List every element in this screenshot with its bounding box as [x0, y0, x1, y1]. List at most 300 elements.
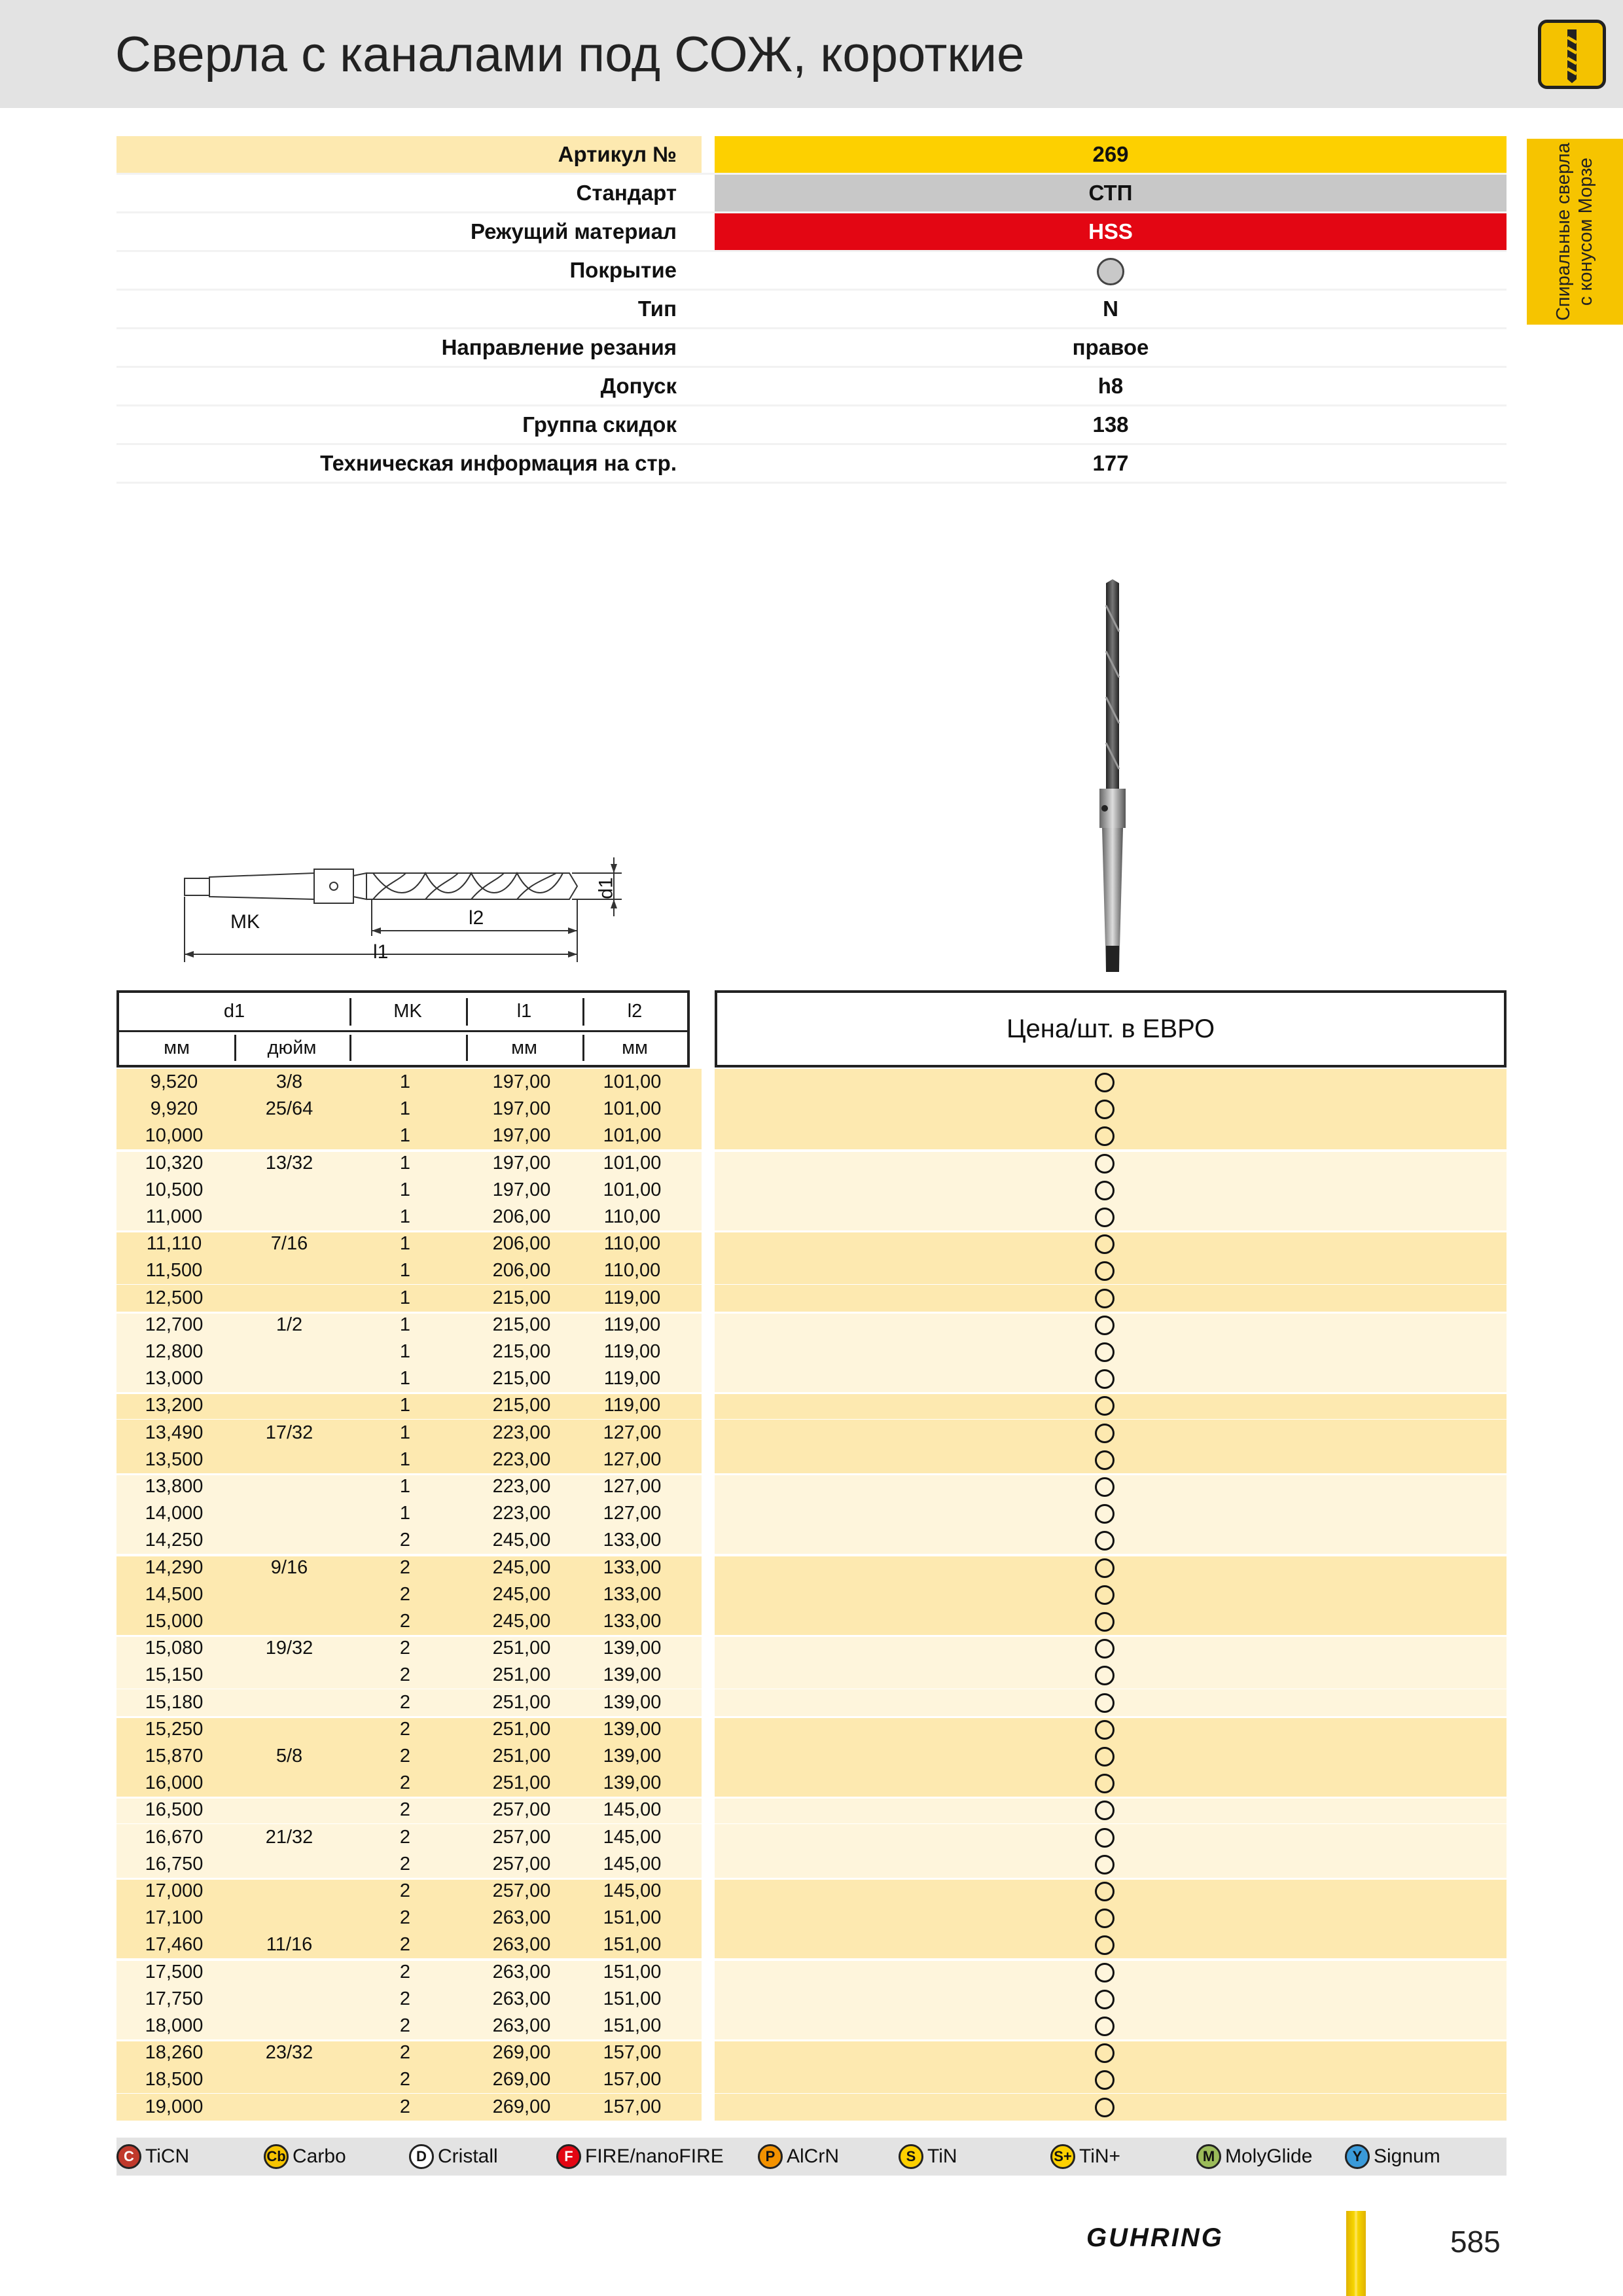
- table-cell: 151,00: [603, 1961, 662, 1982]
- spec-value: 177: [1092, 451, 1129, 475]
- table-cell: 17,500: [145, 1961, 204, 1982]
- table-cell: 14,250: [145, 1530, 204, 1551]
- table-cell: 18,500: [145, 2069, 204, 2090]
- table-cell: 7/16: [270, 1233, 308, 1255]
- table-cell: 2: [399, 1934, 411, 1956]
- table-cell: 1/2: [276, 1314, 303, 1335]
- price-on-request-icon: [1095, 1693, 1115, 1713]
- spec-label: Режущий материал: [470, 219, 677, 243]
- price-on-request-icon: [1095, 1181, 1115, 1200]
- table-row: [116, 1635, 1507, 1662]
- table-cell: 145,00: [603, 1799, 662, 1821]
- table-cell: 251,00: [492, 1638, 551, 1659]
- legend-label: Signum: [1374, 2145, 1440, 2167]
- table-cell: 13,800: [145, 1476, 204, 1497]
- table-cell: 257,00: [492, 1853, 551, 1874]
- table-cell: 2: [399, 2042, 411, 2064]
- coating-badge-icon: P: [758, 2144, 783, 2169]
- table-cell: 2: [399, 1826, 411, 1848]
- coating-badge-icon: D: [409, 2144, 434, 2169]
- price-on-request-icon: [1095, 1342, 1115, 1362]
- spec-row: [116, 291, 1507, 329]
- table-cell: 206,00: [492, 1260, 551, 1282]
- unit-mm: мм: [164, 1037, 190, 1058]
- legend-item: [556, 2138, 724, 2176]
- table-cell: 215,00: [492, 1314, 551, 1335]
- table-cell: 9,520: [150, 1071, 198, 1092]
- table-cell: 10,500: [145, 1179, 204, 1200]
- table-cell: 263,00: [492, 1934, 551, 1956]
- table-cell: 139,00: [603, 1638, 662, 1659]
- table-cell: 25/64: [265, 1098, 313, 1120]
- table-cell: 133,00: [603, 1583, 662, 1605]
- table-cell: 197,00: [492, 1179, 551, 1200]
- table-cell: 251,00: [492, 1746, 551, 1767]
- spec-row: [116, 445, 1507, 484]
- legend-item: [758, 2138, 839, 2176]
- price-on-request-icon: [1095, 1882, 1115, 1901]
- table-cell: 2: [399, 1638, 411, 1659]
- table-row: [116, 1824, 1507, 1851]
- table-cell: 14,500: [145, 1583, 204, 1605]
- table-cell: 11,110: [146, 1233, 202, 1255]
- legend-item: [1196, 2138, 1312, 2176]
- table-cell: [232, 1446, 347, 1473]
- price-on-request-icon: [1095, 1855, 1115, 1874]
- table-cell: 14,000: [145, 1503, 204, 1524]
- table-cell: 119,00: [603, 1368, 661, 1390]
- drawing-label-d1: d1: [595, 877, 617, 899]
- table-cell: 257,00: [492, 1799, 551, 1821]
- table-cell: 10,320: [145, 1152, 204, 1174]
- spec-row: [116, 406, 1507, 445]
- table-cell: 269,00: [492, 2069, 551, 2090]
- table-cell: 127,00: [603, 1476, 662, 1497]
- table-row: [116, 2039, 1507, 2066]
- table-cell: 15,180: [145, 1691, 204, 1713]
- table-cell: 1: [399, 1233, 411, 1255]
- drawing-label-mk: MK: [230, 911, 260, 933]
- table-row: [116, 1285, 1507, 1312]
- drawing-label-l1: l1: [373, 941, 389, 963]
- table-cell: 245,00: [492, 1556, 551, 1578]
- uncoated-circle-icon: [1097, 258, 1124, 285]
- spec-row: [116, 213, 1507, 252]
- table-cell: 151,00: [603, 1934, 662, 1956]
- legend-item: [1050, 2138, 1120, 2176]
- unit-l2-mm: мм: [622, 1037, 648, 1058]
- table-cell: 1: [399, 1125, 411, 1147]
- table-cell: [232, 1770, 347, 1797]
- table-cell: 101,00: [603, 1098, 662, 1120]
- unit-inch: дюйм: [267, 1037, 317, 1058]
- table-cell: 1: [399, 1206, 411, 1227]
- table-cell: 197,00: [492, 1152, 551, 1174]
- table-row: [116, 1069, 1507, 1096]
- table-cell: 2: [399, 1664, 411, 1686]
- table-cell: [232, 1338, 347, 1365]
- table-cell: 14,290: [145, 1556, 204, 1578]
- spec-row: [116, 136, 1507, 175]
- table-row: [116, 1500, 1507, 1527]
- table-cell: [232, 2013, 347, 2039]
- table-cell: 18,260: [145, 2042, 204, 2064]
- table-cell: 157,00: [603, 2042, 662, 2064]
- legend-item: [1345, 2138, 1440, 2176]
- price-on-request-icon: [1095, 2098, 1115, 2117]
- table-cell: 269,00: [492, 2042, 551, 2064]
- table-cell: 17,460: [145, 1934, 204, 1956]
- table-row: [116, 2013, 1507, 2039]
- table-cell: 119,00: [603, 1287, 661, 1308]
- legend-label: TiN: [927, 2145, 957, 2167]
- table-cell: 139,00: [603, 1691, 662, 1713]
- table-cell: [232, 1500, 347, 1527]
- table-cell: 13,000: [145, 1368, 204, 1390]
- price-on-request-icon: [1095, 1289, 1115, 1308]
- table-cell: 133,00: [603, 1556, 662, 1578]
- table-cell: [232, 2094, 347, 2121]
- legend-item: [899, 2138, 957, 2176]
- table-cell: 15,080: [145, 1638, 204, 1659]
- coating-badge-icon: M: [1196, 2144, 1221, 2169]
- table-cell: 1: [399, 1341, 411, 1362]
- table-cell: 2: [399, 1611, 411, 1632]
- table-cell: 119,00: [603, 1395, 661, 1416]
- price-on-request-icon: [1095, 1585, 1115, 1605]
- table-cell: 151,00: [603, 2015, 662, 2036]
- price-on-request-icon: [1095, 2017, 1115, 2036]
- legend-label: Cristall: [438, 2145, 498, 2167]
- price-on-request-icon: [1095, 1477, 1115, 1497]
- price-on-request-icon: [1095, 1828, 1115, 1848]
- table-cell: 12,800: [145, 1341, 204, 1362]
- table-cell: 11/16: [266, 1934, 313, 1956]
- price-header: Цена/шт. в ЕВРО: [715, 990, 1507, 1067]
- table-cell: 2: [399, 1583, 411, 1605]
- table-cell: 9,920: [150, 1098, 198, 1120]
- price-on-request-icon: [1095, 1774, 1115, 1793]
- table-cell: 13,200: [145, 1395, 204, 1416]
- table-cell: 263,00: [492, 1988, 551, 2009]
- spec-value: N: [1103, 296, 1118, 321]
- table-row: [116, 2094, 1507, 2121]
- table-row: [116, 1365, 1507, 1392]
- table-cell: [232, 1662, 347, 1689]
- coating-badge-icon: C: [116, 2144, 141, 2169]
- col-l2: l2: [627, 1001, 643, 1022]
- table-cell: [232, 1689, 347, 1716]
- table-cell: 215,00: [492, 1341, 551, 1362]
- table-cell: 119,00: [603, 1314, 661, 1335]
- table-cell: 206,00: [492, 1206, 551, 1227]
- price-on-request-icon: [1095, 1073, 1115, 1092]
- table-cell: 1: [399, 1071, 411, 1092]
- table-cell: 1: [399, 1395, 411, 1416]
- price-on-request-icon: [1095, 2043, 1115, 2063]
- table-cell: 2: [399, 2069, 411, 2090]
- price-on-request-icon: [1095, 1100, 1115, 1119]
- table-cell: 119,00: [603, 1341, 661, 1362]
- table-cell: 2: [399, 1988, 411, 2009]
- table-cell: [232, 1473, 347, 1500]
- table-cell: 21/32: [265, 1826, 313, 1848]
- table-row: [116, 1446, 1507, 1473]
- table-cell: [232, 1204, 347, 1230]
- table-row: [116, 1204, 1507, 1230]
- table-cell: 2: [399, 1746, 411, 1767]
- table-cell: 2: [399, 1556, 411, 1578]
- table-cell: 151,00: [603, 1907, 662, 1929]
- table-cell: [232, 1608, 347, 1635]
- table-cell: 110,00: [603, 1260, 661, 1282]
- legend-item: [409, 2138, 498, 2176]
- table-cell: 139,00: [603, 1718, 662, 1740]
- table-cell: 101,00: [603, 1125, 662, 1147]
- brand-logo: GUHRING: [1086, 2223, 1224, 2252]
- table-row: [116, 1338, 1507, 1365]
- table-cell: [232, 1986, 347, 2013]
- table-row: [116, 1689, 1507, 1716]
- price-on-request-icon: [1095, 1639, 1115, 1659]
- table-cell: 16,750: [145, 1853, 204, 1874]
- table-row: [116, 1770, 1507, 1797]
- table-cell: 145,00: [603, 1853, 662, 1874]
- price-on-request-icon: [1095, 1747, 1115, 1767]
- table-cell: [232, 1878, 347, 1905]
- table-cell: 1: [399, 1503, 411, 1524]
- table-cell: 263,00: [492, 2015, 551, 2036]
- table-cell: 139,00: [603, 1746, 662, 1767]
- price-on-request-icon: [1095, 1909, 1115, 1928]
- table-cell: 5/8: [276, 1746, 303, 1767]
- spec-label: Стандарт: [576, 181, 677, 205]
- table-cell: 11,000: [145, 1206, 203, 1227]
- coating-badge-icon: Cb: [264, 2144, 289, 2169]
- spec-row: [116, 252, 1507, 291]
- table-cell: 1: [399, 1476, 411, 1497]
- table-cell: 1: [399, 1260, 411, 1282]
- table-cell: 2: [399, 2015, 411, 2036]
- table-cell: 2: [399, 1853, 411, 1874]
- table-row: [116, 1959, 1507, 1986]
- coating-badge-icon: S: [899, 2144, 923, 2169]
- table-cell: 101,00: [603, 1071, 662, 1092]
- table-row: [116, 1662, 1507, 1689]
- table-cell: 157,00: [603, 2069, 662, 2090]
- table-cell: 223,00: [492, 1476, 551, 1497]
- side-tab-label: Спиральные сверла с конусом Морзе: [1553, 142, 1597, 321]
- spec-label: Допуск: [600, 374, 677, 398]
- price-on-request-icon: [1095, 1369, 1115, 1389]
- table-row: [116, 2066, 1507, 2093]
- table-cell: 251,00: [492, 1772, 551, 1794]
- table-cell: [232, 1177, 347, 1204]
- table-cell: [232, 1851, 347, 1878]
- drill-dimension-drawing: [177, 844, 635, 975]
- table-header: [116, 990, 690, 1067]
- table-row: [116, 1230, 1507, 1257]
- legend-label: TiN+: [1079, 2145, 1121, 2167]
- legend-item: [264, 2138, 346, 2176]
- table-cell: 133,00: [603, 1530, 662, 1551]
- col-l1: l1: [516, 1001, 532, 1022]
- table-cell: 245,00: [492, 1530, 551, 1551]
- table-cell: 215,00: [492, 1368, 551, 1390]
- price-on-request-icon: [1095, 1424, 1115, 1443]
- table-cell: [232, 1959, 347, 1986]
- table-cell: 17/32: [265, 1422, 313, 1443]
- table-cell: 197,00: [492, 1125, 551, 1147]
- table-cell: 3/8: [276, 1071, 303, 1092]
- spec-value: 269: [715, 136, 1507, 173]
- table-cell: [232, 1365, 347, 1392]
- table-cell: 223,00: [492, 1503, 551, 1524]
- table-row: [116, 1797, 1507, 1823]
- table-cell: 1: [399, 1448, 411, 1470]
- spec-label: Покрытие: [569, 258, 677, 282]
- coating-badge-icon: F: [556, 2144, 581, 2169]
- table-cell: 145,00: [603, 1880, 662, 1901]
- coating-badge-icon: S+: [1050, 2144, 1075, 2169]
- table-row: [116, 1473, 1507, 1500]
- table-cell: 245,00: [492, 1583, 551, 1605]
- table-cell: 2: [399, 1907, 411, 1929]
- table-row: [116, 1608, 1507, 1635]
- table-cell: [232, 1527, 347, 1554]
- spec-value: [715, 252, 1507, 289]
- table-row: [116, 1986, 1507, 2013]
- table-cell: 110,00: [603, 1233, 661, 1255]
- table-cell: 133,00: [603, 1611, 662, 1632]
- table-row: [116, 1581, 1507, 1608]
- table-cell: 251,00: [492, 1664, 551, 1686]
- table-cell: 257,00: [492, 1826, 551, 1848]
- table-cell: 206,00: [492, 1233, 551, 1255]
- spec-row: [116, 175, 1507, 213]
- col-d1: d1: [223, 1001, 245, 1022]
- drill-photo: [1080, 579, 1145, 978]
- legend-label: MolyGlide: [1225, 2145, 1313, 2167]
- brand-bar: [1346, 2211, 1366, 2296]
- spec-row: [116, 368, 1507, 406]
- spec-value: СТП: [715, 175, 1507, 211]
- legend-label: Carbo: [293, 2145, 346, 2167]
- table-cell: 2: [399, 1880, 411, 1901]
- table-cell: 127,00: [603, 1422, 662, 1443]
- spec-row: [116, 329, 1507, 368]
- table-cell: 2: [399, 1691, 411, 1713]
- table-cell: 2: [399, 1961, 411, 1982]
- table-cell: [232, 2066, 347, 2093]
- table-cell: [232, 1905, 347, 1931]
- table-cell: 157,00: [603, 2096, 662, 2117]
- table-cell: 1: [399, 1098, 411, 1120]
- table-row: [116, 1554, 1507, 1581]
- table-cell: 2: [399, 1799, 411, 1821]
- spec-value: h8: [1097, 374, 1124, 398]
- table-cell: 139,00: [603, 1772, 662, 1794]
- legend-label: TiCN: [145, 2145, 190, 2167]
- table-row: [116, 1743, 1507, 1770]
- table-cell: 17,100: [145, 1907, 204, 1929]
- table-cell: 251,00: [492, 1691, 551, 1713]
- table-cell: 16,000: [145, 1772, 204, 1794]
- table-row: [116, 1096, 1507, 1122]
- table-cell: 19,000: [145, 2096, 204, 2117]
- table-cell: 127,00: [603, 1448, 662, 1470]
- table-row: [116, 1177, 1507, 1204]
- table-row: [116, 1905, 1507, 1931]
- table-cell: 1: [399, 1179, 411, 1200]
- spec-value: HSS: [715, 213, 1507, 250]
- table-cell: 139,00: [603, 1664, 662, 1686]
- table-row: [116, 1527, 1507, 1554]
- table-cell: 245,00: [492, 1611, 551, 1632]
- table-cell: [232, 1392, 347, 1419]
- price-on-request-icon: [1095, 1558, 1115, 1578]
- price-on-request-icon: [1095, 1154, 1115, 1174]
- table-row: [116, 1851, 1507, 1878]
- spec-label: Группа скидок: [522, 412, 677, 437]
- table-cell: 1: [399, 1422, 411, 1443]
- price-on-request-icon: [1095, 1720, 1115, 1740]
- drawing-label-l2: l2: [469, 907, 484, 929]
- spec-label: Направление резания: [441, 335, 677, 359]
- table-cell: [232, 1797, 347, 1823]
- table-cell: 1: [399, 1368, 411, 1390]
- table-cell: 215,00: [492, 1395, 551, 1416]
- spec-label: Тип: [637, 296, 677, 321]
- drill-logo-icon: [1538, 20, 1606, 89]
- table-cell: 23/32: [265, 2042, 313, 2064]
- price-on-request-icon: [1095, 1450, 1115, 1470]
- table-cell: 18,000: [145, 2015, 204, 2036]
- table-cell: [232, 1581, 347, 1608]
- price-on-request-icon: [1095, 1234, 1115, 1254]
- table-cell: 16,500: [145, 1799, 204, 1821]
- table-row: [116, 1420, 1507, 1446]
- table-cell: 15,870: [145, 1746, 204, 1767]
- table-row: [116, 1312, 1507, 1338]
- coating-badge-icon: Y: [1345, 2144, 1370, 2169]
- table-cell: 1: [399, 1314, 411, 1335]
- table-cell: 2: [399, 2096, 411, 2117]
- legend-item: [116, 2138, 189, 2176]
- table-cell: 13/32: [265, 1152, 313, 1174]
- price-on-request-icon: [1095, 1504, 1115, 1524]
- table-cell: 12,500: [145, 1287, 204, 1308]
- table-cell: 10,000: [145, 1125, 204, 1147]
- table-row: [116, 1931, 1507, 1958]
- table-cell: 13,500: [145, 1448, 204, 1470]
- table-cell: 15,000: [145, 1611, 204, 1632]
- table-cell: 101,00: [603, 1152, 662, 1174]
- legend-label: FIRE/nanoFIRE: [585, 2145, 724, 2167]
- table-cell: 151,00: [603, 1988, 662, 2009]
- table-cell: 127,00: [603, 1503, 662, 1524]
- price-on-request-icon: [1095, 1612, 1115, 1632]
- table-cell: 19/32: [265, 1638, 313, 1659]
- table-cell: 1: [399, 1287, 411, 1308]
- table-cell: 15,150: [145, 1664, 204, 1686]
- table-cell: 197,00: [492, 1098, 551, 1120]
- table-cell: [232, 1716, 347, 1743]
- table-cell: [232, 1257, 347, 1284]
- table-cell: 145,00: [603, 1826, 662, 1848]
- table-cell: 15,250: [145, 1718, 204, 1740]
- table-row: [116, 1392, 1507, 1419]
